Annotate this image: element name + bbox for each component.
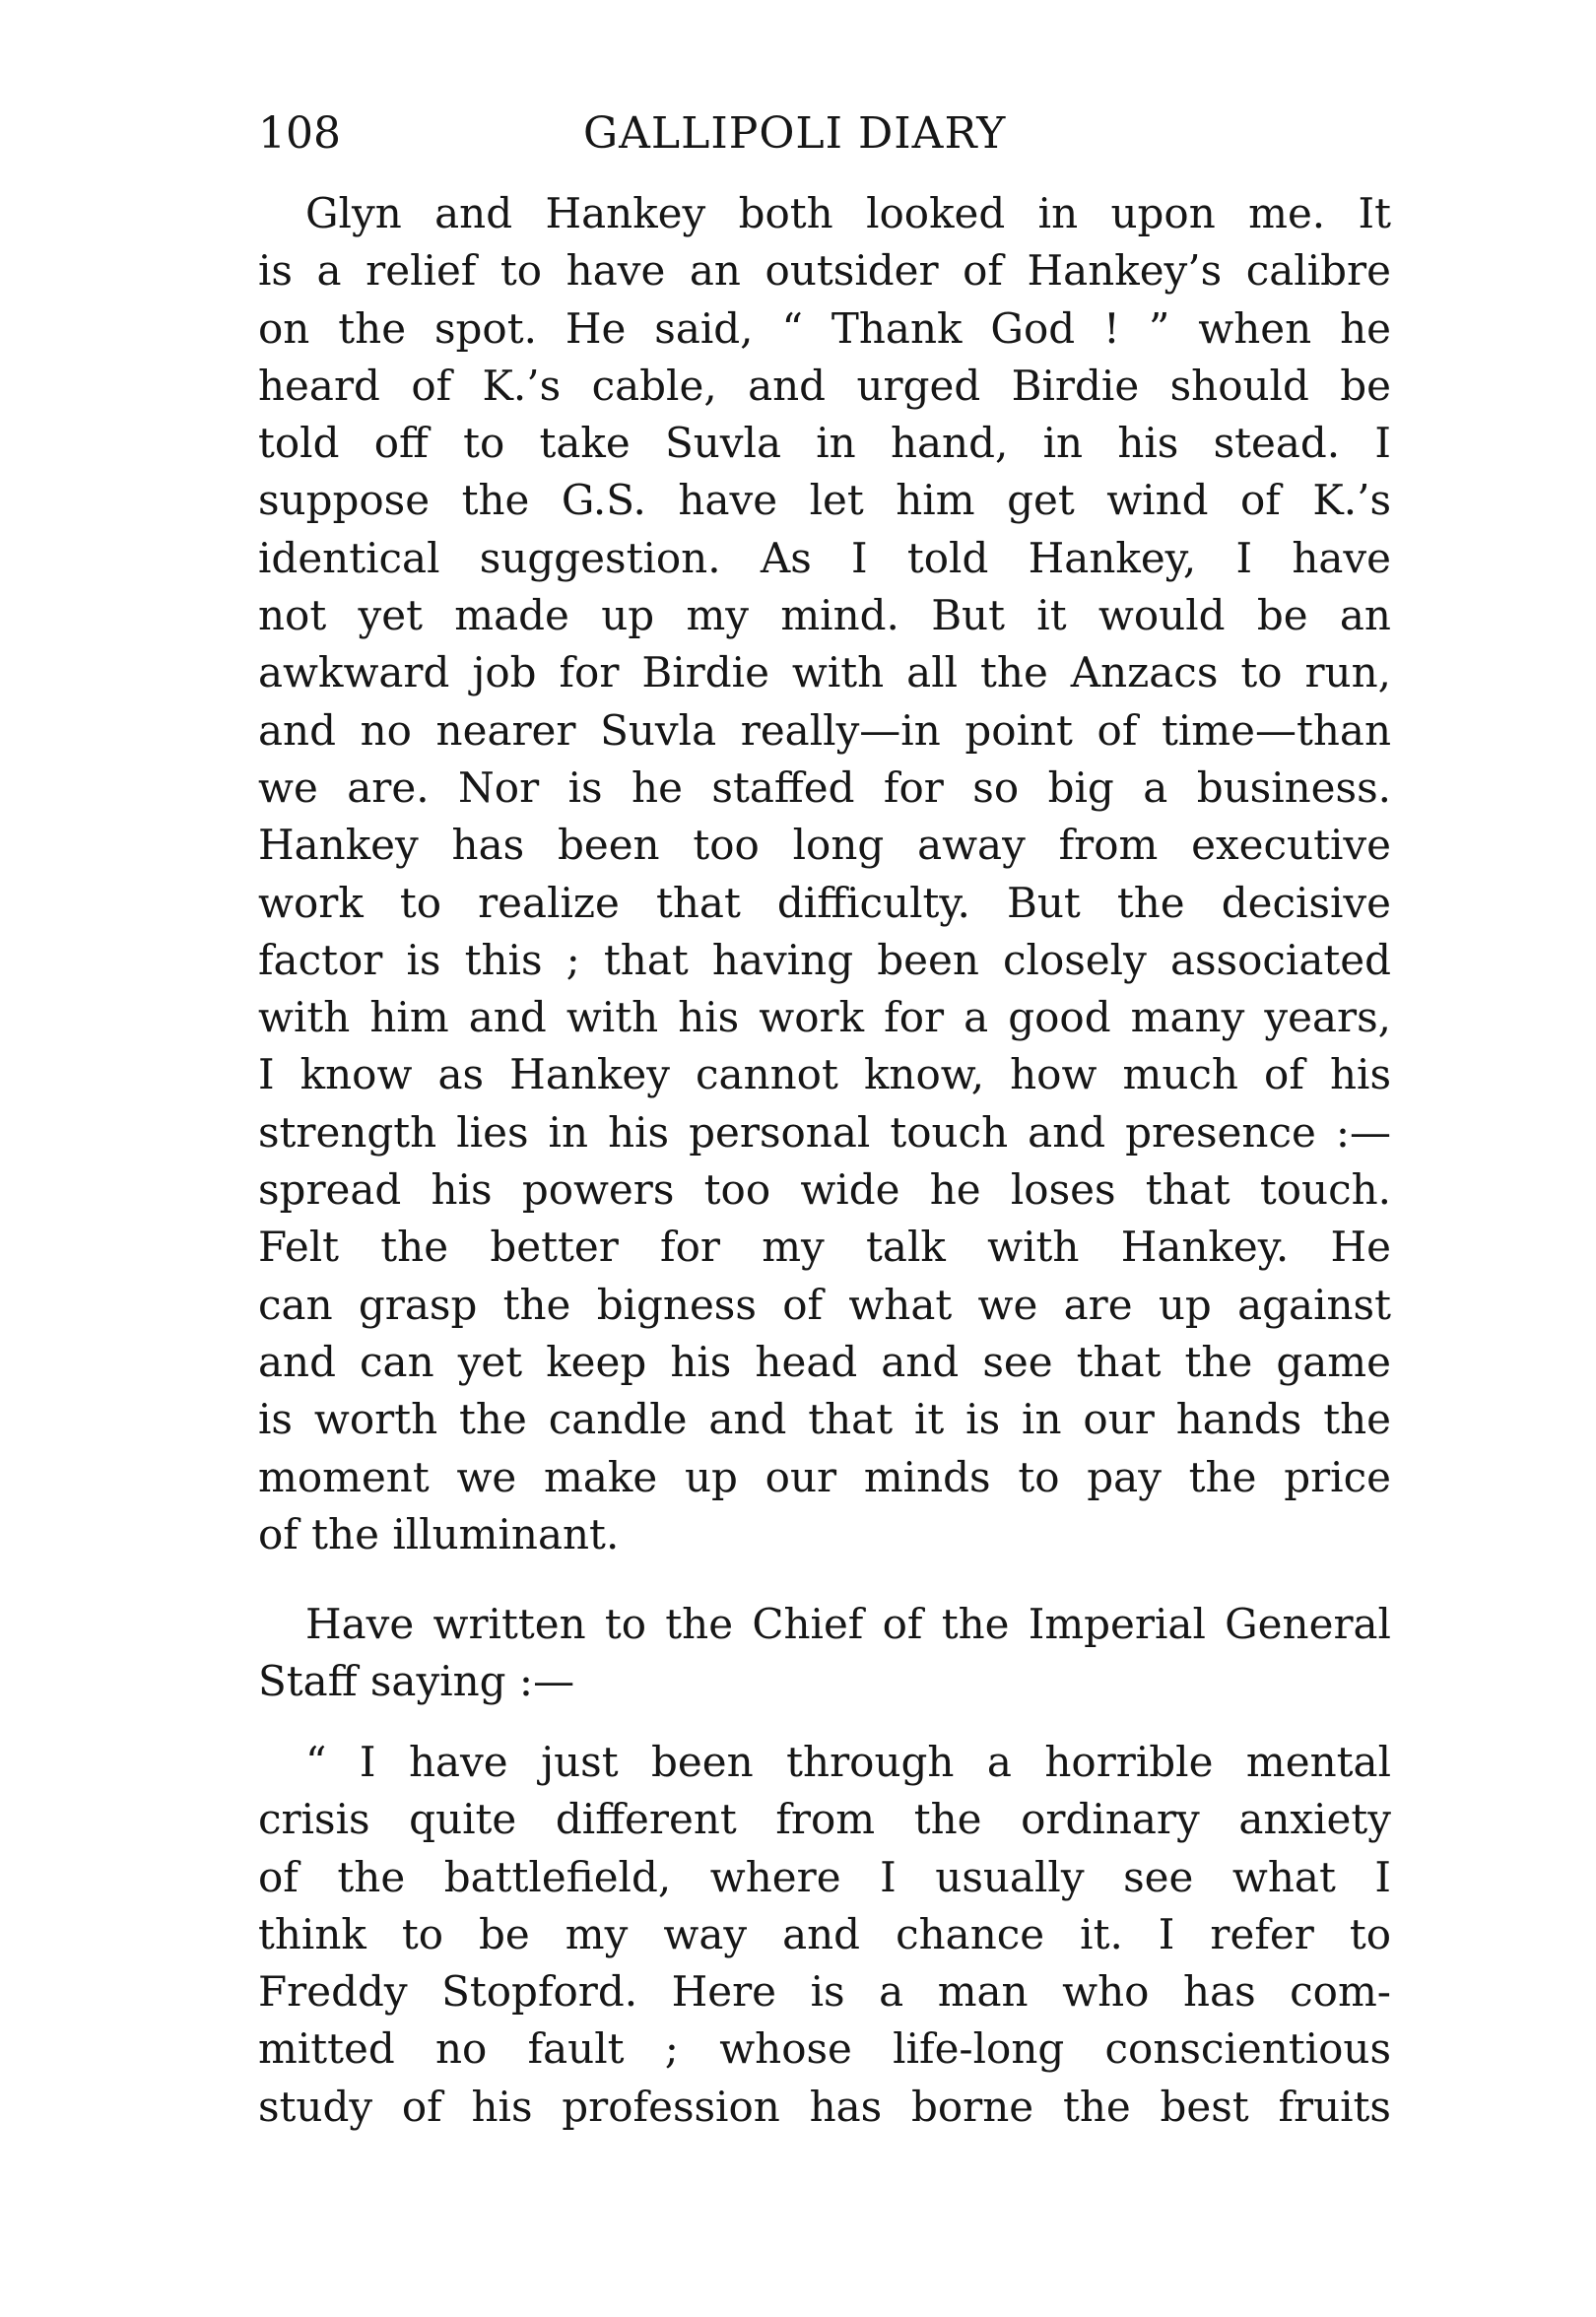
text-line: Staff saying :— <box>258 1657 575 1706</box>
text-line: on the spot. He said, “ Thank God ! ” when he <box>258 303 1391 353</box>
paragraph-3-quotation <box>258 1734 1391 2136</box>
text-line: moment we make up our minds to pay the price <box>258 1452 1391 1501</box>
text-line: Freddy Stopford. Here is a man who has com- <box>258 1967 1391 2017</box>
text-line: Have written to the Chief of the Imperial General <box>305 1600 1391 1648</box>
text-line: and can yet keep his head and see that the game <box>258 1337 1391 1386</box>
text-line: awkward job for Birdie with all the Anzacs to run, <box>258 648 1391 697</box>
text-line: think to be my way and chance it. I refer to <box>258 1909 1391 1958</box>
text-line: heard of K.’s cable, and urged Birdie should be <box>258 361 1391 410</box>
text-line: with him and with his work for a good many years, <box>258 993 1391 1042</box>
paragraph-1 <box>258 185 1391 1563</box>
text-line: not yet made up my mind. But it would be an <box>258 591 1391 640</box>
text-line: and no nearer Suvla really—in point of time—than <box>258 705 1391 755</box>
text-line: crisis quite different from the ordinary anxiety <box>258 1795 1391 1844</box>
text-line: is worth the candle and that it is in our hands the <box>258 1395 1391 1444</box>
text-line: of the illuminant. <box>258 1509 620 1558</box>
text-line: “ I have just been through a horrible mental <box>305 1738 1391 1786</box>
page-number: 108 <box>258 108 341 159</box>
text-line: identical suggestion. As I told Hankey, I have <box>258 533 1391 582</box>
text-line: Glyn and Hankey both looked in upon me. It <box>305 189 1391 237</box>
paragraph-2 <box>258 1596 1391 1711</box>
running-title: GALLIPOLI DIARY <box>583 108 1007 159</box>
text-line: is a relief to have an outsider of Hankey’s calibre <box>258 246 1391 296</box>
text-line: factor is this ; that having been closely associated <box>258 935 1391 984</box>
page-header <box>258 104 1399 164</box>
text-line: Hankey has been too long away from executive <box>258 821 1391 870</box>
text-line: Felt the better for my talk with Hankey. He <box>258 1223 1391 1272</box>
text-line: can grasp the bigness of what we are up against <box>258 1280 1391 1329</box>
text-line: suppose the G.S. have let him get wind of K.’s <box>258 476 1391 525</box>
text-line: spread his powers too wide he loses that touch. <box>258 1165 1391 1215</box>
text-line: I know as Hankey cannot know, how much of his <box>258 1050 1391 1099</box>
text-line: of the battlefield, where I usually see what I <box>258 1852 1391 1901</box>
text-line: mitted no fault ; whose life-long conscientious <box>258 2024 1391 2074</box>
text-line: told off to take Suvla in hand, in his stead. I <box>258 419 1391 468</box>
text-line: work to realize that difficulty. But the decisive <box>258 878 1391 927</box>
text-line: we are. Nor is he staffed for so big a business. <box>258 762 1391 812</box>
text-line: strength lies in his personal touch and presence :— <box>258 1107 1391 1157</box>
text-line: study of his profession has borne the best fruits <box>258 2082 1391 2131</box>
